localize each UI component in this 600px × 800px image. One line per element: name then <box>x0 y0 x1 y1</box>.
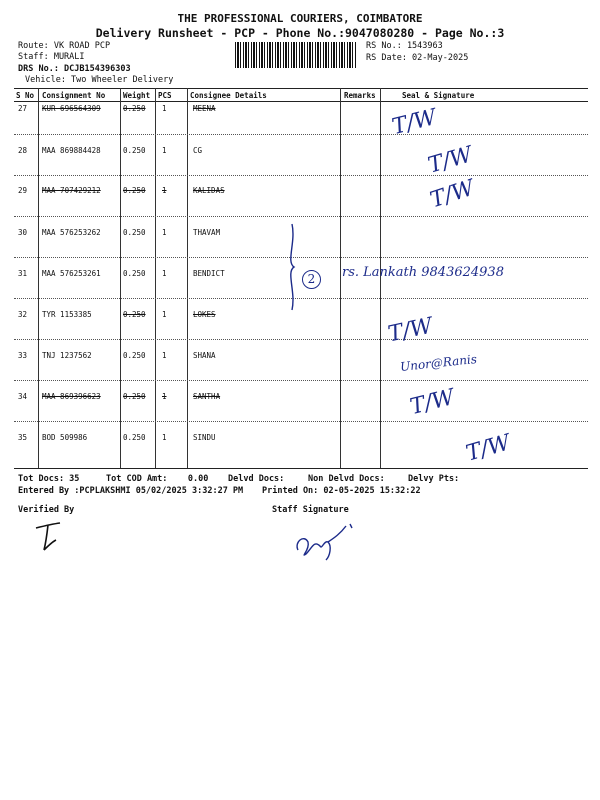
row-pcs: 1 <box>162 228 167 237</box>
row-pcs: 1 <box>162 104 167 113</box>
row-consignment: MAA 576253261 <box>42 269 101 278</box>
row-weight: 0.250 <box>123 392 146 401</box>
delivery-points: Delvy Pts: <box>408 474 460 484</box>
row-consignment: BOD 509986 <box>42 433 88 442</box>
handwritten-tw: T/W <box>389 104 440 141</box>
row-pcs: 1 <box>162 392 167 401</box>
row-separator <box>14 421 588 422</box>
col-divider <box>38 88 39 468</box>
row-sno: 32 <box>18 310 28 319</box>
row-consignment: TYR 1153385 <box>42 310 92 319</box>
row-pcs: 1 <box>162 433 167 442</box>
col-header-seal-signature: Seal & Signature <box>402 91 475 100</box>
handwritten-note: rs. Lankath 9843624938 <box>342 265 504 280</box>
handwritten-note: Unor@Ranis <box>399 352 478 374</box>
row-consignee: KALIDAS <box>193 186 225 195</box>
row-consignee: SHANA <box>193 351 216 360</box>
col-header-consignee: Consignee Details <box>190 91 267 100</box>
drs-number: DRS No.: DCJB154396303 <box>18 64 131 74</box>
row-consignment: TNJ 1237562 <box>42 351 92 360</box>
entered-by: Entered By :PCPLAKSHMI 05/02/2025 3:32:27 PM <box>18 486 244 496</box>
row-weight: 0.250 <box>123 228 146 237</box>
delivered-docs: Delvd Docs: <box>228 474 285 484</box>
row-pcs: 1 <box>162 186 167 195</box>
row-weight: 0.250 <box>123 351 146 360</box>
col-divider <box>120 88 121 468</box>
handwritten-tw: T/W <box>425 142 476 179</box>
row-separator <box>14 175 588 176</box>
table-bottom-rule <box>14 468 588 469</box>
staff-signature <box>292 520 362 562</box>
col-divider <box>187 88 188 468</box>
row-separator <box>14 216 588 217</box>
staff-label: Staff: MURALI <box>18 52 85 62</box>
row-sno: 28 <box>18 146 28 155</box>
col-header-sno: S No <box>16 91 35 100</box>
row-consignment: MAA 707429212 <box>42 186 101 195</box>
row-pcs: 1 <box>162 351 167 360</box>
col-divider <box>155 88 156 468</box>
row-sno: 29 <box>18 186 28 195</box>
row-sno: 31 <box>18 269 28 278</box>
barcode <box>235 42 357 68</box>
handwritten-tw: T/W <box>427 175 478 214</box>
row-consignment: MAA 576253262 <box>42 228 101 237</box>
company-title: THE PROFESSIONAL COURIERS, COIMBATORE <box>177 12 423 25</box>
row-consignment: MAA 869396623 <box>42 392 101 401</box>
handwritten-bracket <box>282 222 302 312</box>
row-sno: 35 <box>18 433 28 442</box>
col-divider <box>340 88 341 468</box>
runsheet-subtitle: Delivery Runsheet - PCP - Phone No.:9047080280 - Page No.:3 <box>95 26 505 40</box>
col-header-consignment: Consignment No <box>42 91 106 100</box>
row-sno: 27 <box>18 104 28 113</box>
row-sno: 30 <box>18 228 28 237</box>
col-header-weight: Weight <box>123 91 151 100</box>
table-header-rule <box>14 101 588 102</box>
rs-number: RS No.: 1543963 <box>366 41 443 51</box>
row-consignee: CG <box>193 146 203 155</box>
row-weight: 0.250 <box>123 186 146 195</box>
row-sno: 33 <box>18 351 28 360</box>
row-consignee: THAVAM <box>193 228 221 237</box>
col-header-pcs: PCS <box>158 91 172 100</box>
row-consignee: LOKES <box>193 310 216 319</box>
col-header-remarks: Remarks <box>344 91 376 100</box>
row-separator <box>14 134 588 135</box>
row-separator <box>14 380 588 381</box>
total-docs: Tot Docs: 35 <box>18 474 80 484</box>
row-pcs: 1 <box>162 146 167 155</box>
row-weight: 0.250 <box>123 433 146 442</box>
printed-on: Printed On: 02-05-2025 15:32:22 <box>262 486 421 496</box>
row-weight: 0.250 <box>123 310 146 319</box>
row-weight: 0.250 <box>123 146 146 155</box>
route-label: Route: VK ROAD PCP <box>18 41 111 51</box>
row-consignment: MAA 869884428 <box>42 146 101 155</box>
handwritten-tw: T/W <box>385 313 435 348</box>
verified-by-label: Verified By <box>18 505 75 515</box>
table-top-rule <box>14 88 588 89</box>
vehicle-label: Vehicle: Two Wheeler Delivery <box>25 75 174 85</box>
row-pcs: 1 <box>162 310 167 319</box>
row-consignee: SANTHA <box>193 392 221 401</box>
row-consignee: BENDICT <box>193 269 225 278</box>
verifier-signature <box>34 520 64 552</box>
row-weight: 0.250 <box>123 269 146 278</box>
non-delivered-docs: Non Delvd Docs: <box>308 474 385 484</box>
row-pcs: 1 <box>162 269 167 278</box>
row-consignee: MEENA <box>193 104 216 113</box>
handwritten-circled-number: 2 <box>302 270 321 289</box>
handwritten-tw: T/W <box>407 384 458 421</box>
row-separator <box>14 339 588 340</box>
total-cod-amount: Tot COD Amt: 0.00 <box>106 474 209 484</box>
row-sno: 34 <box>18 392 28 401</box>
rs-date: RS Date: 02-May-2025 <box>366 53 469 63</box>
row-weight: 0.250 <box>123 104 146 113</box>
handwritten-tw: T/W <box>463 430 514 467</box>
row-consignee: SINDU <box>193 433 216 442</box>
row-consignment: KUR 696564309 <box>42 104 101 113</box>
staff-signature-label: Staff Signature <box>272 505 349 515</box>
